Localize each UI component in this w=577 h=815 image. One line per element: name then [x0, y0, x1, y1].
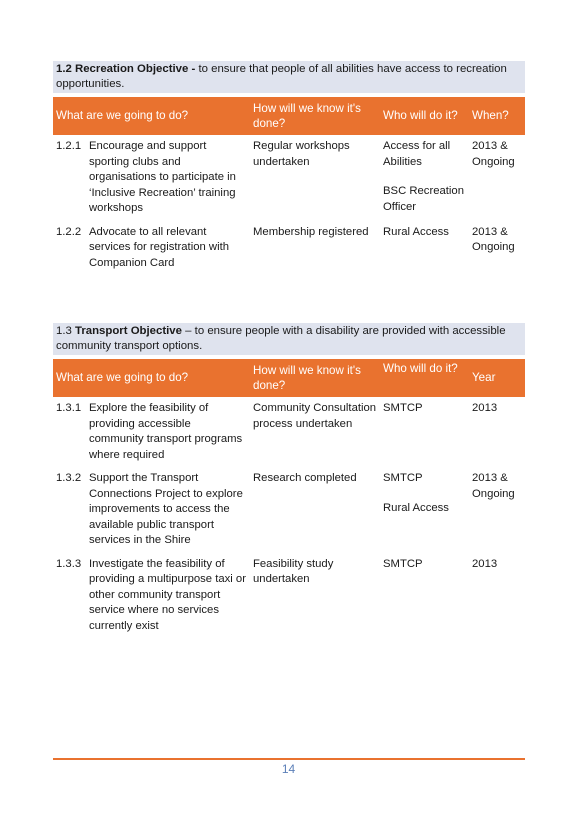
- action-number: 1.2.2: [56, 225, 82, 238]
- header-how: How will we know it's done?: [253, 101, 361, 130]
- measure-text: Community Consultation process undertaken: [253, 402, 377, 430]
- page-number: 14: [281, 762, 296, 776]
- who-cell: [380, 139, 469, 217]
- who-cell: [380, 225, 469, 272]
- who-text: Rural Access: [383, 501, 449, 514]
- measure-text: Regular workshops undertaken: [253, 140, 350, 168]
- transport-table-header: [53, 359, 525, 397]
- recreation-objective-text: to ensure that people of all abilities have access to recreation opportunities.: [56, 63, 507, 90]
- transport-objective-title: Transport Objective: [75, 325, 182, 337]
- header-what: What are we going to do?: [56, 371, 189, 385]
- who-cell: [380, 401, 469, 463]
- when-text: 2013 & Ongoing: [472, 472, 515, 500]
- transport-objective-text: – to ensure people with a disability are provided with accessible community transport options.: [56, 325, 506, 352]
- table-row: [53, 471, 525, 549]
- action-text: Advocate to all relevant services for registration with Companion Card: [89, 225, 230, 269]
- table-row: [53, 139, 525, 217]
- who-text: Rural Access: [383, 225, 449, 238]
- header-what: What are we going to do?: [56, 109, 189, 123]
- header-when: Year: [472, 371, 496, 385]
- who-cell: [380, 557, 469, 635]
- table-row: [53, 401, 525, 463]
- header-who: Who will do it?: [383, 109, 458, 123]
- when-text: 2013 & Ongoing: [472, 140, 515, 168]
- action-text: Explore the feasibility of providing accessible community transport programs where required: [89, 402, 243, 461]
- when-text: 2013: [472, 557, 498, 570]
- recreation-objective: [53, 61, 525, 93]
- transport-objective: [53, 323, 525, 355]
- measure-text: Membership registered: [253, 225, 369, 238]
- when-text: 2013 & Ongoing: [472, 225, 515, 253]
- action-number: 1.3.2: [56, 472, 82, 484]
- recreation-table-header: [53, 97, 525, 135]
- action-text: Support the Transport Connections Project to explore improvements to access the available public transport services in the Shire: [89, 472, 243, 546]
- action-number: 1.3.1: [56, 402, 82, 414]
- action-text: Investigate the feasibility of providing a multipurpose taxi or other community transport service where no services currently exist: [89, 557, 246, 632]
- footer-divider: [53, 758, 525, 760]
- transport-section: [53, 323, 525, 634]
- who-text: Access for all Abilities: [383, 140, 451, 168]
- action-text: Encourage and support sporting clubs and organisations to participate in ‘Inclusive Recreation’ training workshops: [89, 140, 236, 214]
- measure-text: Research completed: [253, 472, 357, 484]
- who-text: SMTCP: [383, 402, 423, 414]
- action-number: 1.2.1: [56, 140, 82, 152]
- header-when: When?: [472, 109, 509, 123]
- recreation-objective-title: 1.2 Recreation Objective -: [56, 63, 196, 75]
- header-who: Who will do it?: [383, 362, 458, 375]
- transport-objective-number: 1.3: [56, 325, 75, 337]
- action-number: 1.3.3: [56, 557, 82, 570]
- table-row: [53, 557, 525, 635]
- when-text: 2013: [472, 402, 498, 414]
- recreation-section: [53, 61, 525, 271]
- who-text: BSC Recreation Officer: [383, 185, 464, 213]
- who-text: SMTCP: [383, 557, 423, 570]
- who-cell: [380, 471, 469, 549]
- who-text: SMTCP: [383, 472, 423, 484]
- table-row: [53, 225, 525, 272]
- measure-text: Feasibility study undertaken: [253, 557, 334, 585]
- header-how: How will we know it's done?: [253, 363, 361, 392]
